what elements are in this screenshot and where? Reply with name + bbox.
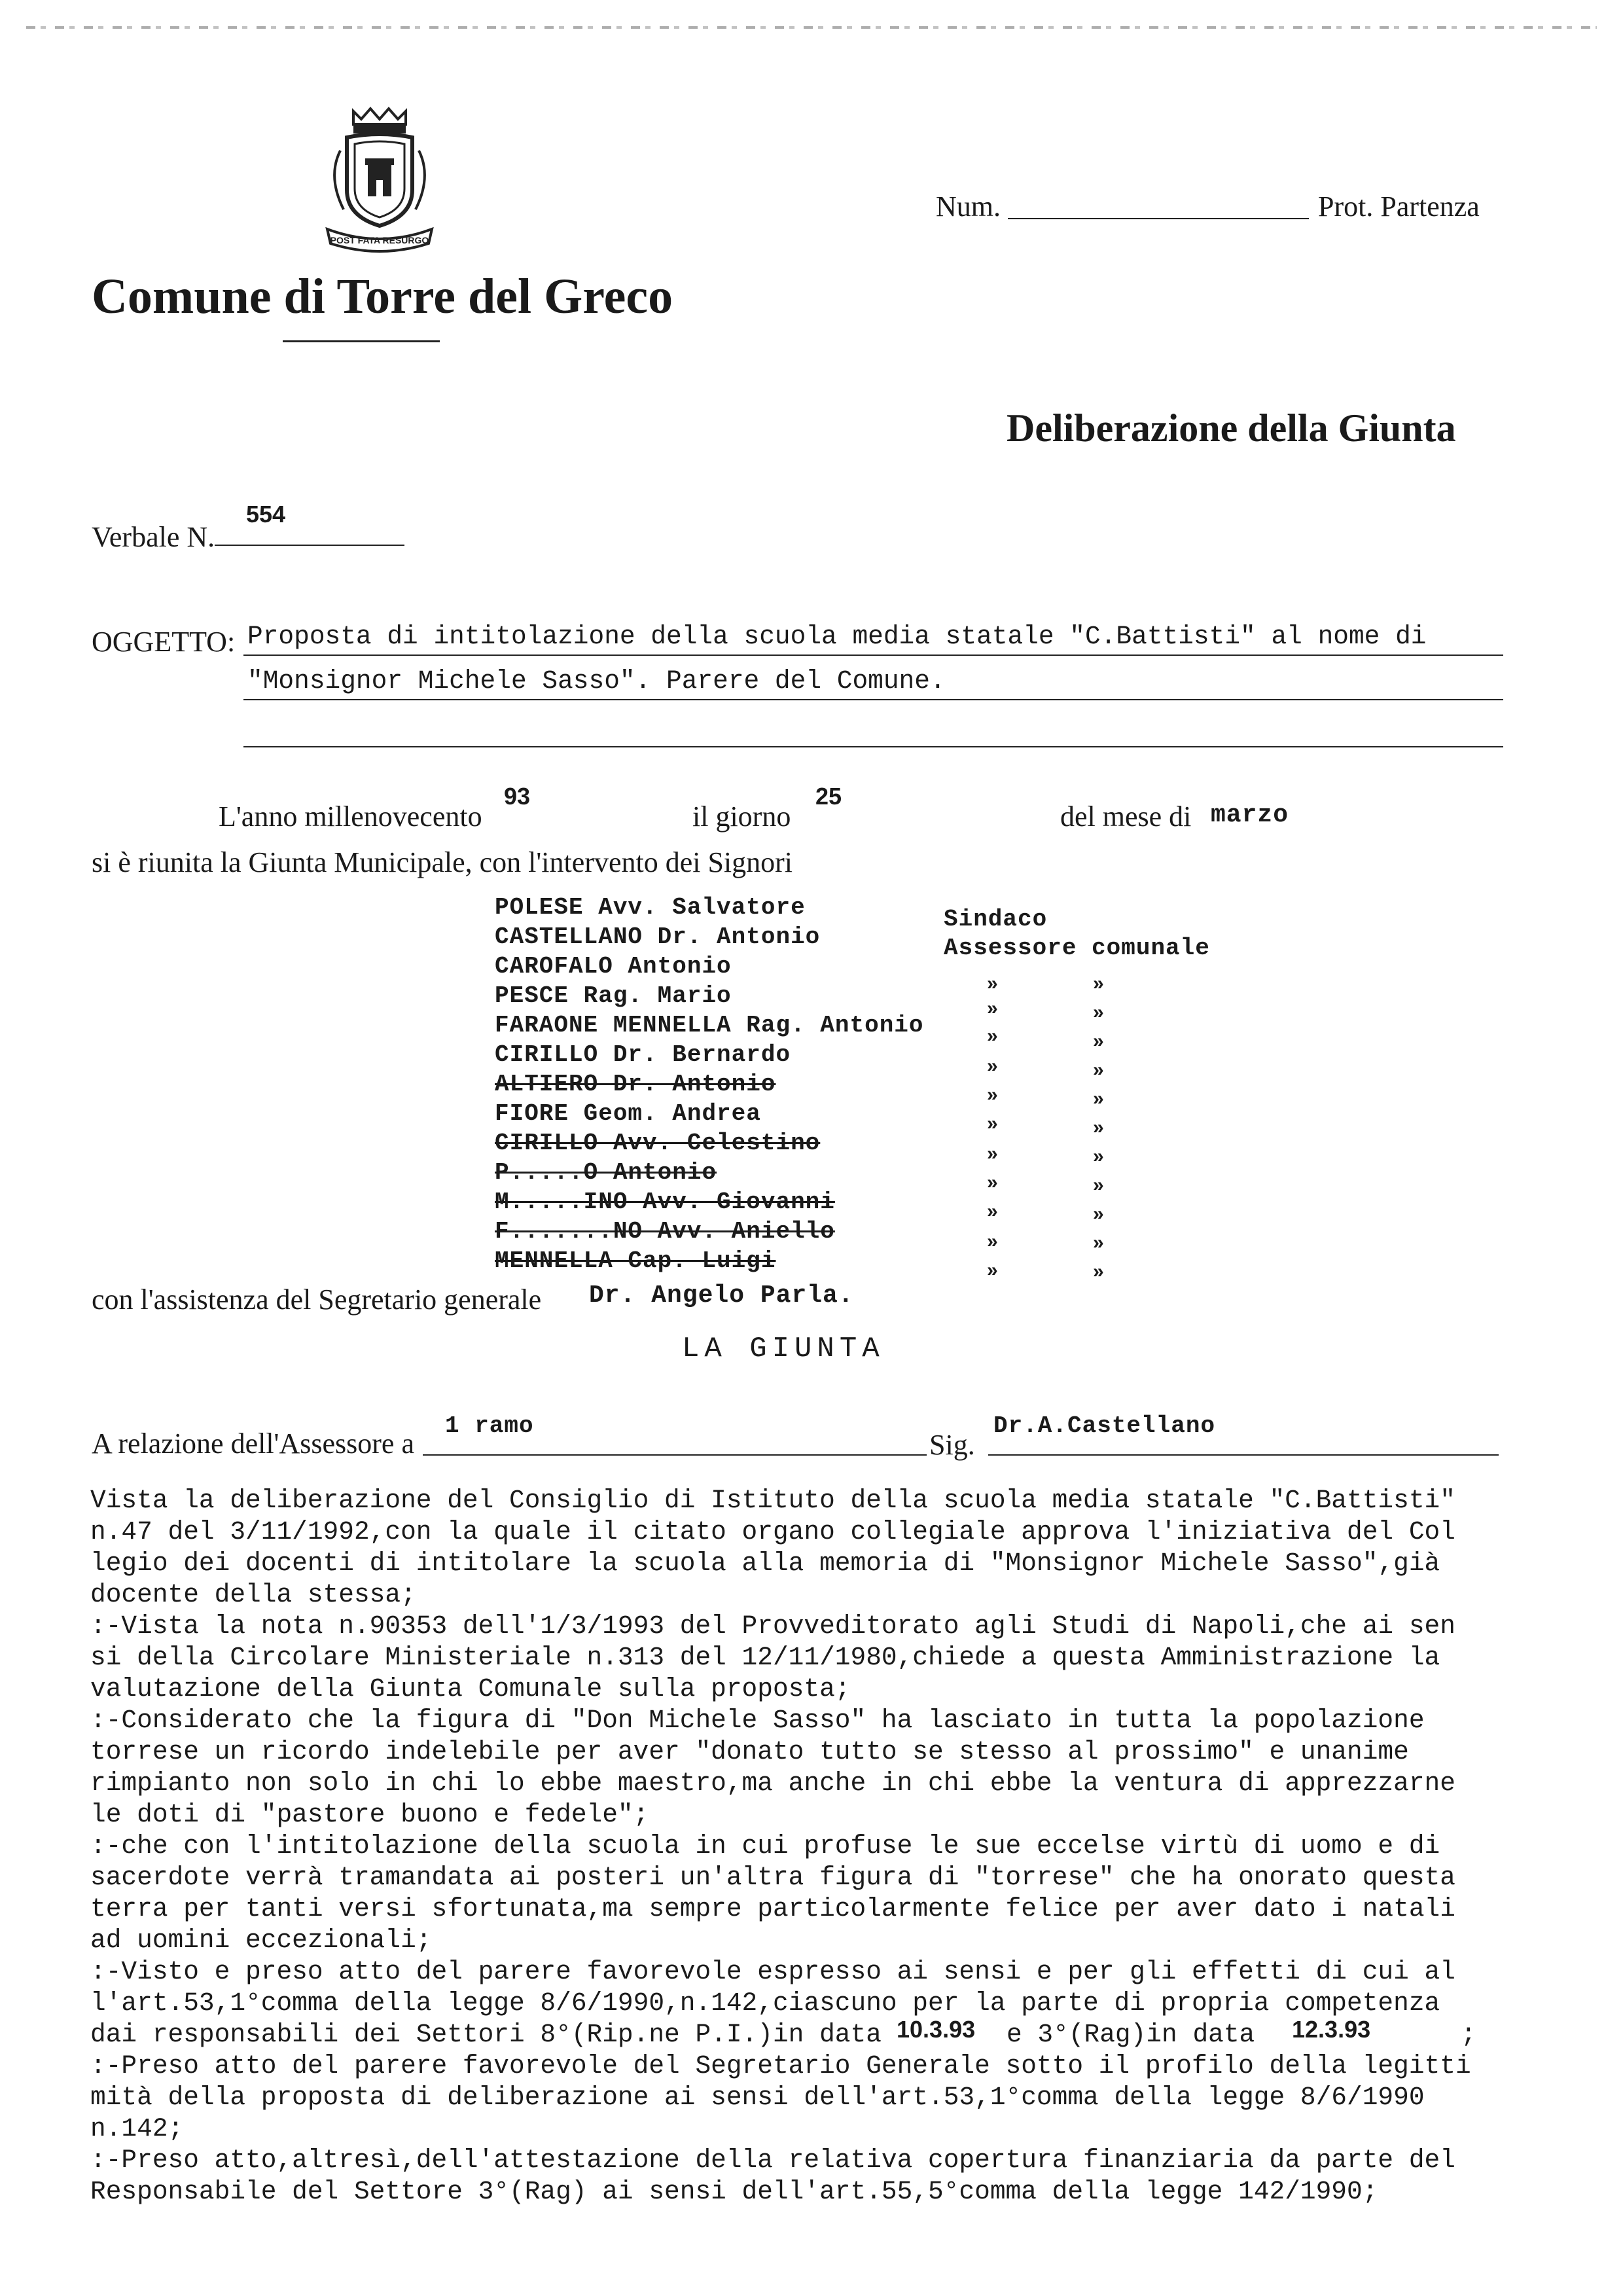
secretary-name: Dr. Angelo Parla.: [589, 1282, 854, 1310]
ditto-mark: »: [1093, 1203, 1104, 1225]
date-fill-2: 12.3.93: [1292, 2016, 1371, 2043]
month-value: marzo: [1211, 801, 1289, 829]
year-value: 93: [504, 783, 531, 810]
member-11: M.....INO Avv. Giovanni: [495, 1189, 835, 1215]
body-line: n.142;: [90, 2114, 184, 2144]
member-7: ALTIERO Dr. Antonio: [495, 1071, 776, 1098]
relazione-value: 1 ramo: [445, 1412, 534, 1439]
ditto-mark: »: [987, 1143, 998, 1164]
ditto-mark: »: [1093, 1088, 1104, 1109]
relazione-field-line[interactable]: [423, 1454, 927, 1456]
subject-label: OGGETTO:: [92, 626, 236, 658]
body-line: Vista la deliberazione del Consiglio di Istituto della scuola media statale "C.Battisti": [90, 1486, 1455, 1515]
member-4: PESCE Rag. Mario: [495, 982, 732, 1009]
member-13: MENNELLA Cap. Luigi: [495, 1247, 776, 1274]
verbale-number: 554: [246, 501, 286, 528]
date-fill-1: 10.3.93: [897, 2016, 976, 2043]
num-field-line[interactable]: [1008, 218, 1309, 219]
ditto-mark: »: [987, 1172, 998, 1193]
ditto-mark: »: [987, 1084, 998, 1105]
body-line: l'art.53,1°comma della legge 8/6/1990,n.142,ciascuno per la parte di propria competenza: [90, 1988, 1440, 2018]
date-mid-text: e 3°(Rag)in data: [1007, 2020, 1255, 2049]
meeting-intro: si è riunita la Giunta Municipale, con l'intervento dei Signori: [92, 846, 793, 878]
role-assessore: Assessore comunale: [944, 935, 1210, 961]
month-label: del mese di: [1060, 800, 1192, 833]
member-1: POLESE Avv. Salvatore: [495, 894, 806, 921]
body-line: :-che con l'intitolazione della scuola in cui profuse le sue eccelse virtù di uomo e di: [90, 1831, 1440, 1861]
ditto-mark: »: [987, 973, 998, 994]
sig-label: Sig.: [929, 1429, 975, 1461]
ditto-mark: »: [987, 1025, 998, 1047]
subject-line-1: Proposta di intitolazione della scuola media statale "C.Battisti" al nome di: [247, 622, 1427, 651]
subject-line-2: "Monsignor Michele Sasso". Parere del Comune.: [247, 666, 946, 696]
body-line: rimpianto non solo in chi lo ebbe maestro,ma anche in chi ebbe la ventura di apprezzarne: [90, 1768, 1455, 1798]
member-12: F.......NO Avv. Aniello: [495, 1218, 835, 1245]
ditto-mark: »: [987, 997, 998, 1019]
day-label: il giorno: [692, 800, 791, 833]
body-line: terra per tanti versi sfortunata,ma sempre particolarmente felice per aver dato i natali: [90, 1894, 1455, 1924]
body-line: le doti di "pastore buono e fedele";: [90, 1800, 649, 1829]
body-line: ad uomini eccezionali;: [90, 1926, 432, 1955]
verbale-label: Verbale N.: [92, 521, 215, 553]
member-9: CIRILLO Avv. Celestino: [495, 1130, 821, 1157]
body-line: Responsabile del Settore 3°(Rag) ai sensi dell'art.55,5°comma della legge 142/1990;: [90, 2177, 1378, 2206]
year-label: L'anno millenovecento: [219, 800, 482, 833]
sig-field-line[interactable]: [988, 1454, 1499, 1456]
municipality-title: Comune di Torre del Greco: [92, 269, 673, 324]
member-3: CAROFALO Antonio: [495, 953, 732, 980]
body-line: legio dei docenti di intitolare la scuola alla memoria di "Monsignor Michele Sasso",già: [90, 1549, 1440, 1578]
sig-value: Dr.A.Castellano: [993, 1412, 1216, 1439]
giunta-heading: LA GIUNTA: [682, 1333, 885, 1365]
body-line: n.47 del 3/11/1992,con la quale il citato organo collegiale approva l'iniziativa del Col: [90, 1517, 1455, 1547]
crest-motto: POST FATA RESURGO: [330, 235, 429, 245]
ditto-mark: »: [1093, 1261, 1104, 1282]
relazione-label: A relazione dell'Assessore a: [92, 1427, 414, 1460]
verbale-field-line[interactable]: [215, 545, 404, 546]
ditto-mark: »: [987, 1259, 998, 1281]
body-line: :-Considerato che la figura di "Don Michele Sasso" ha lasciato in tutta la popolazione: [90, 1706, 1425, 1735]
ditto-mark: »: [987, 1200, 998, 1222]
member-10: P.....O Antonio: [495, 1159, 717, 1186]
body-line: dai responsabili dei Settori 8°(Rip.ne P.I.)in data: [90, 2020, 882, 2049]
ditto-mark: »: [1093, 1232, 1104, 1253]
body-line: :-Preso atto del parere favorevole del Segretario Generale sotto il profilo della legitti: [90, 2051, 1471, 2081]
body-line: si della Circolare Ministeriale n.313 del 12/11/1980,chiede a questa Amministrazione la: [90, 1643, 1440, 1672]
body-line: torrese un ricordo indelebile per aver "donato tutto se stesso al prossimo" e unanime: [90, 1737, 1409, 1767]
member-8: FIORE Geom. Andrea: [495, 1100, 761, 1127]
num-label: Num.: [936, 190, 1001, 223]
date-end: ;: [1461, 2020, 1476, 2049]
ditto-mark: »: [1093, 1145, 1104, 1167]
body-line: sacerdote verrà tramandata ai posteri un'altra figura di "torrese" che ha onorato questa: [90, 1863, 1455, 1892]
ditto-mark: »: [987, 1113, 998, 1134]
secretary-label: con l'assistenza del Segretario generale: [92, 1283, 542, 1316]
member-6: CIRILLO Dr. Bernardo: [495, 1041, 791, 1068]
role-sindaco: Sindaco: [944, 906, 1048, 933]
subject-rule-2: [243, 699, 1503, 700]
body-line: :-Visto e preso atto del parere favorevole espresso ai sensi e per gli effetti di cui al: [90, 1957, 1455, 1986]
ditto-mark: »: [987, 1230, 998, 1252]
ditto-mark: »: [987, 1055, 998, 1077]
ditto-mark: »: [1093, 1001, 1104, 1023]
body-line: mità della proposta di deliberazione ai sensi dell'art.53,1°comma della legge 8/6/1990: [90, 2083, 1425, 2112]
prot-label: Prot. Partenza: [1318, 190, 1480, 223]
municipal-crest-logo: [314, 105, 445, 255]
day-value: 25: [815, 783, 842, 810]
subject-rule-3: [243, 746, 1503, 747]
ditto-mark: »: [1093, 973, 1104, 994]
ditto-mark: »: [1093, 1059, 1104, 1081]
member-5: FARAONE MENNELLA Rag. Antonio: [495, 1012, 924, 1039]
ditto-mark: »: [1093, 1117, 1104, 1138]
scan-edge-noise: [26, 26, 1597, 29]
body-line: :-Preso atto,altresì,dell'attestazione della relativa copertura finanziaria da parte del: [90, 2145, 1455, 2175]
ditto-mark: »: [1093, 1030, 1104, 1052]
ditto-mark: »: [1093, 1174, 1104, 1196]
document-type-title: Deliberazione della Giunta: [1007, 406, 1456, 450]
subject-rule-1: [243, 655, 1503, 656]
member-2: CASTELLANO Dr. Antonio: [495, 924, 821, 950]
body-line: docente della stessa;: [90, 1580, 416, 1609]
body-line: :-Vista la nota n.90353 dell'1/3/1993 del Provveditorato agli Studi di Napoli,che ai sen: [90, 1611, 1455, 1641]
title-underline: [283, 340, 440, 342]
body-line: valutazione della Giunta Comunale sulla proposta;: [90, 1674, 851, 1704]
